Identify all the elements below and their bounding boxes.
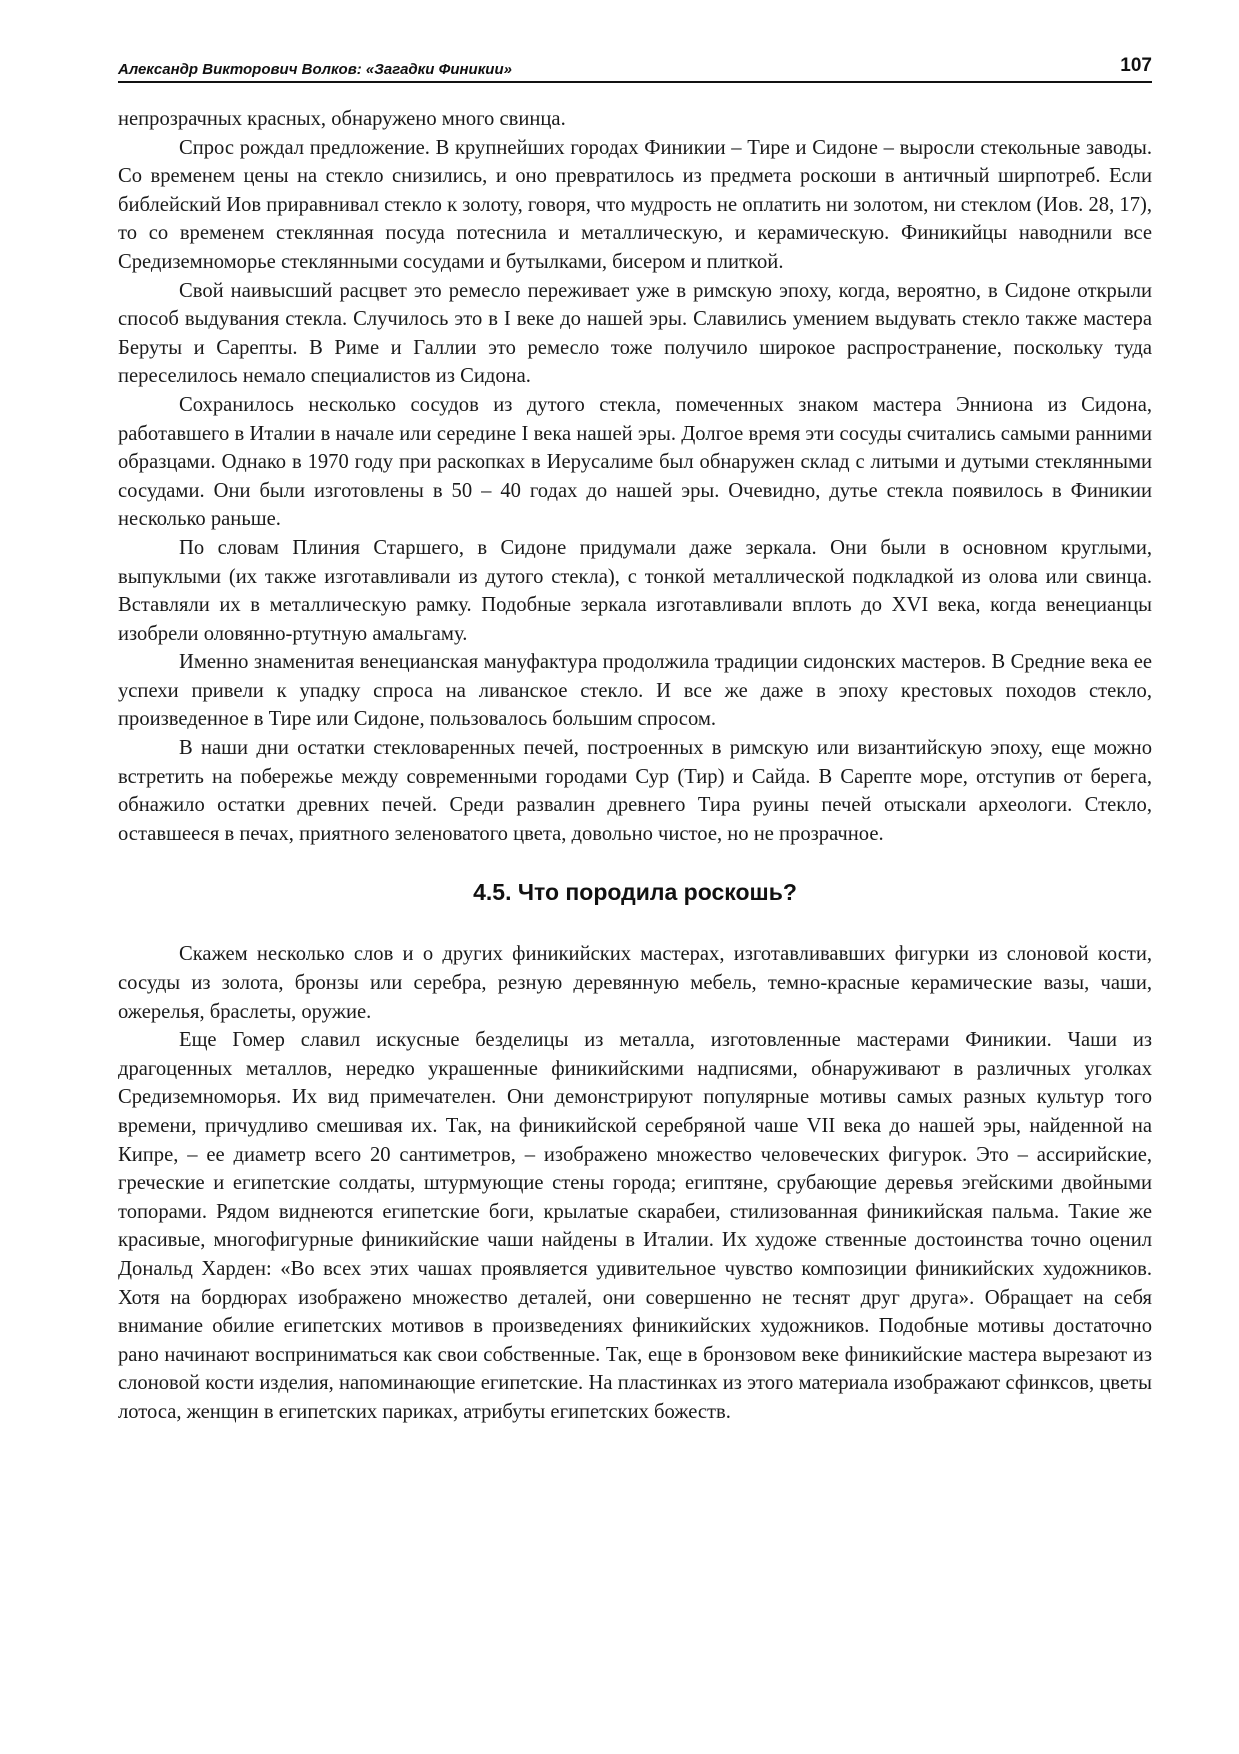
page-number: 107 xyxy=(1120,55,1152,76)
paragraph: Скажем несколько слов и о других финикийских мастерах, изготавливавших фигурки из слоновой кости, сосуды из золота, бронзы или серебра, резную деревянную мебель, темно-красные керамические вазы, чаши, ожерелья, браслеты, оружие. xyxy=(118,943,1152,1023)
header-title: Александр Викторович Волков: «Загадки Финикии» xyxy=(118,61,512,78)
paragraph: Свой наивысший расцвет это ремесло переживает уже в римскую эпоху, когда, вероятно, в Сидоне открыли способ выдувания стекла. Случилось это в I веке до нашей эры. Славились умением выдувать стекло также мастера Беруты и Сарепты. В Риме и Галлии это ремесло тоже получило широкое распространение, поскольку туда переселилось немало специалистов из Сидона. xyxy=(118,279,1152,388)
paragraph: Именно знаменитая венецианская мануфактура продолжила традиции сидонских мастеров. В Средние века ее успехи привели к упадку спроса на ливанское стекло. И все же даже в эпоху крестовых походов стекло, произведенное в Тире или Сидоне, пользовалось большим спросом. xyxy=(118,651,1152,731)
running-header xyxy=(118,52,1152,82)
paragraph: Спрос рождал предложение. В крупнейших городах Финикии – Тире и Сидоне – выросли стекольные заводы. Со временем цены на стекло снизились, и оно превратилось из предмета роскоши в античный ширпотреб. Если библейский Иов приравнивал стекло к золоту, говоря, что мудрость не оплатить ни золотом, ни стеклом (Иов. 28, 17), то со временем стеклянная посуда потеснила и металлическую, и керамическую. Финикийцы наводнили все Средиземноморье стеклянными сосудами и бутылками, бисером и плиткой. xyxy=(118,136,1152,273)
header-rule xyxy=(118,81,1152,83)
paragraph: В наши дни остатки стекловаренных печей, построенных в римскую или византийскую эпоху, еще можно встретить на побережье между современными городами Сур (Тир) и Сайда. В Сарепте море, отступив от берега, обнажило остатки древних печей. Среди развалин древнего Тира руины печей отыскали археологи. Стекло, оставшееся в печах, приятного зеленоватого цвета, довольно чистое, но не прозрачное. xyxy=(118,737,1152,845)
page-body xyxy=(118,105,1152,1427)
paragraph: Еще Гомер славил искусные безделицы из металла, изготовленные мастерами Финикии. Чаши из драгоценных металлов, нередко украшенные финикийскими надписями, обнаруживают в различных уголках Средиземноморья. Их вид примечателен. Они демонстрируют популярные мотивы самых разных культур того времени, причудливо смешивая их. Так, на финикийской серебряной чаше VII века до нашей эры, найденной на Кипре, – ее диаметр всего 20 сантиметров, – изображено множество человеческих фигурок. Это – ассирийские, греческие и египетские солдаты, штурмующие стены города; египтяне, срубающие деревья эгейскими двойными топорами. Рядом виднеются египетские боги, крылатые скарабеи, стилизованная финикийская пальма. Такие же красивые, многофигурные финикийские чаши найдены в Италии. Их художе ственные достоинства точно оценил Дональд Харден: «Во всех этих чашах проявляется удивительное чувство композиции финикийских художников. Хотя на бордюрах изображено множество деталей, они совершенно не теснят друг друга». Обращает на себя внимание обилие египетских мотивов в произведениях финикийских художников. Подобные мотивы достаточно рано начинают восприниматься как свои собственные. Так, еще в бронзовом веке финикийские мастера вырезают из слоновой кости изделия, напоминающие египетские. На пластинках из этого материала изображают сфинксов, цветы лотоса, женщин в египетских париках, атрибуты египетских божеств. xyxy=(118,1029,1152,1423)
paragraph: По словам Плиния Старшего, в Сидоне придумали даже зеркала. Они были в основном круглыми, выпуклыми (их также изготавливали из дутого стекла), с тонкой металлической подкладкой из олова или свинца. Вставляли их в металлическую рамку. Подобные зеркала изготавливали вплоть до XVI века, когда венецианцы изобрели оловянно-ртутную амальгаму. xyxy=(118,536,1152,645)
paragraph: непрозрачных красных, обнаружено много свинца. xyxy=(118,108,566,130)
paragraph: Сохранилось несколько сосудов из дутого стекла, помеченных знаком мастера Энниона из Сидона, работавшего в Италии в начале или середине I века нашей эры. Долгое время эти сосуды считались самыми ранними образцами. Однако в 1970 году при раскопках в Иерусалиме был обнаружен склад с литыми и дутыми стеклянными сосудами. Они были изготовлены в 50 – 40 годах до нашей эры. Очевидно, дутье стекла появилось в Финикии несколько раньше. xyxy=(118,393,1152,531)
section-title: 4.5. Что породила роскошь? xyxy=(473,879,797,906)
